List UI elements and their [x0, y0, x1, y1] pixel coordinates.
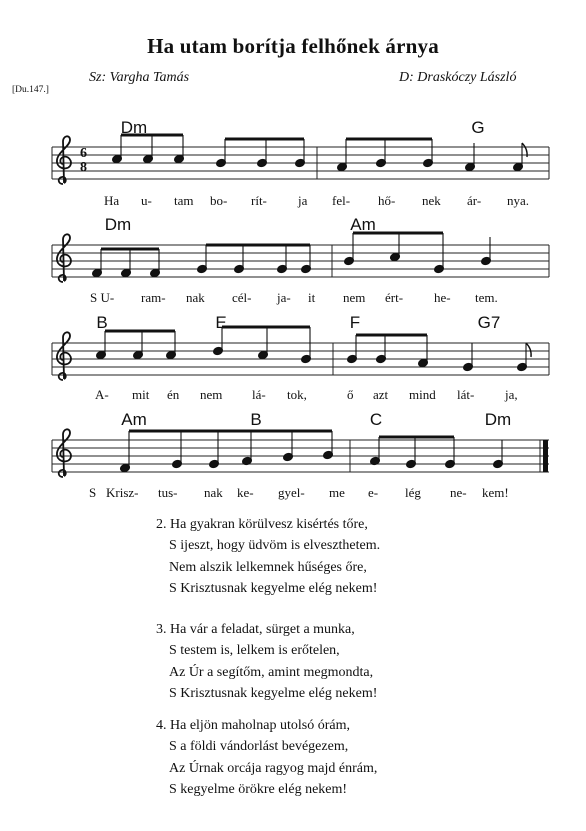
stanza-line: Nem alszik lelkemnek hűséges őre,	[169, 559, 367, 575]
lyric-syllable: Krisz-	[106, 485, 139, 500]
time-signature-top: 6	[80, 146, 87, 161]
lyric-syllable: nem	[200, 387, 223, 402]
lyric-syllable: lá-	[252, 387, 266, 402]
chord-symbol: G7	[477, 313, 501, 332]
chord-symbol: G	[471, 118, 485, 137]
stanza-line: S Krisztusnak kegyelme elég nekem!	[169, 685, 378, 701]
lyric-syllable: A-	[95, 387, 109, 402]
stanza-number: 2.	[156, 517, 167, 532]
lyric-syllable: nek	[422, 193, 441, 208]
lyric-syllable: tok,	[287, 387, 307, 402]
lyric-syllable: mind	[409, 387, 436, 402]
lyric-syllable: nya.	[507, 193, 530, 208]
lyricist-credit: Sz: Vargha Tamás	[89, 70, 190, 85]
stanza-line: S Krisztusnak kegyelme elég nekem!	[169, 580, 378, 596]
lyric-syllable: Ha	[104, 193, 120, 208]
stanza-number: 4.	[156, 718, 167, 733]
stanza-line: S a földi vándorlást bevégezem,	[169, 739, 349, 755]
chord-symbol: Dm	[484, 410, 512, 429]
chord-symbol: C	[369, 410, 383, 429]
lyric-syllable: én	[167, 387, 180, 402]
lyric-syllable: ért-	[385, 290, 404, 305]
lyric-syllable: ja,	[505, 387, 518, 402]
stanza-number: 3.	[156, 622, 167, 637]
lyric-syllable: me	[329, 485, 345, 500]
lyric-syllable: it	[308, 290, 316, 305]
lyric-syllable: tam	[174, 193, 194, 208]
hymnal-reference: [Du.147.]	[12, 85, 49, 95]
note-flag	[526, 343, 531, 357]
chord-symbol: B	[96, 313, 108, 332]
lyric-syllable: hő-	[378, 193, 396, 208]
stanza-line: Ha vár a feladat, sürget a munka,	[170, 622, 355, 637]
chord-symbol: F	[349, 313, 361, 332]
lyric-syllable: S U-	[90, 290, 115, 305]
lyric-syllable: tus-	[158, 485, 178, 500]
lyric-syllable: ke-	[237, 485, 254, 500]
lyric-syllable: ja-	[277, 290, 291, 305]
stanza-line: Ha gyakran körülvesz kisértés tőre,	[170, 517, 368, 532]
stanza-line: Az Úr a segítőm, amint megmondta,	[169, 664, 374, 680]
lyric-syllable: ne-	[450, 485, 467, 500]
lyric-syllable: gyel-	[278, 485, 305, 500]
lyric-syllable: u-	[141, 193, 152, 208]
chord-symbol: B	[250, 410, 262, 429]
song-title: Ha utam borítja felhőnek árnya	[147, 34, 439, 58]
chord-symbol: Am	[350, 215, 376, 234]
chord-symbol: E	[215, 313, 227, 332]
lyric-syllable: mit	[132, 387, 150, 402]
lyric-syllable: kem!	[482, 485, 509, 500]
lyric-syllable: he-	[434, 290, 451, 305]
lyric-syllable: ja	[298, 193, 308, 208]
chord-symbol: Dm	[104, 215, 132, 234]
stanza-line: S testem is, lelkem is erőtelen,	[169, 643, 340, 659]
lyric-syllable: bo-	[210, 193, 228, 208]
stanza-3	[156, 619, 377, 704]
composer-credit: D: Draskóczy László	[399, 70, 517, 85]
stanza-4	[156, 715, 377, 800]
chord-symbol: Am	[121, 410, 147, 429]
lyric-syllable: e-	[368, 485, 379, 500]
stanza-line: Ha eljön maholnap utolsó órám,	[170, 718, 351, 733]
lyric-syllable: lát-	[457, 387, 475, 402]
lyric-syllable: rít-	[251, 193, 267, 208]
lyric-syllable: ár-	[467, 193, 482, 208]
lyric-syllable: cél-	[232, 290, 252, 305]
lyric-syllable: tem.	[475, 290, 498, 305]
time-signature-bottom: 8	[80, 160, 87, 175]
lyric-syllable: ram-	[141, 290, 166, 305]
stanza-2	[156, 514, 380, 599]
lyric-syllable: fel-	[332, 193, 351, 208]
lyric-syllable: lég	[405, 485, 421, 500]
lyric-syllable: nak	[204, 485, 223, 500]
chord-symbol: Dm	[120, 118, 148, 137]
stanza-line: S ijeszt, hogy üdvöm is elveszthetem.	[169, 538, 381, 554]
lyric-syllable: azt	[373, 387, 389, 402]
stanza-line: S kegyelme örökre elég nekem!	[169, 781, 348, 797]
stanza-line: Az Úrnak orcája ragyog majd énrám,	[169, 760, 378, 776]
lyric-syllable: nak	[186, 290, 205, 305]
lyric-syllable: nem	[343, 290, 366, 305]
lyric-syllable: S	[89, 485, 97, 500]
treble-clef-icon	[57, 136, 71, 184]
lyric-syllable: ő	[347, 387, 354, 402]
